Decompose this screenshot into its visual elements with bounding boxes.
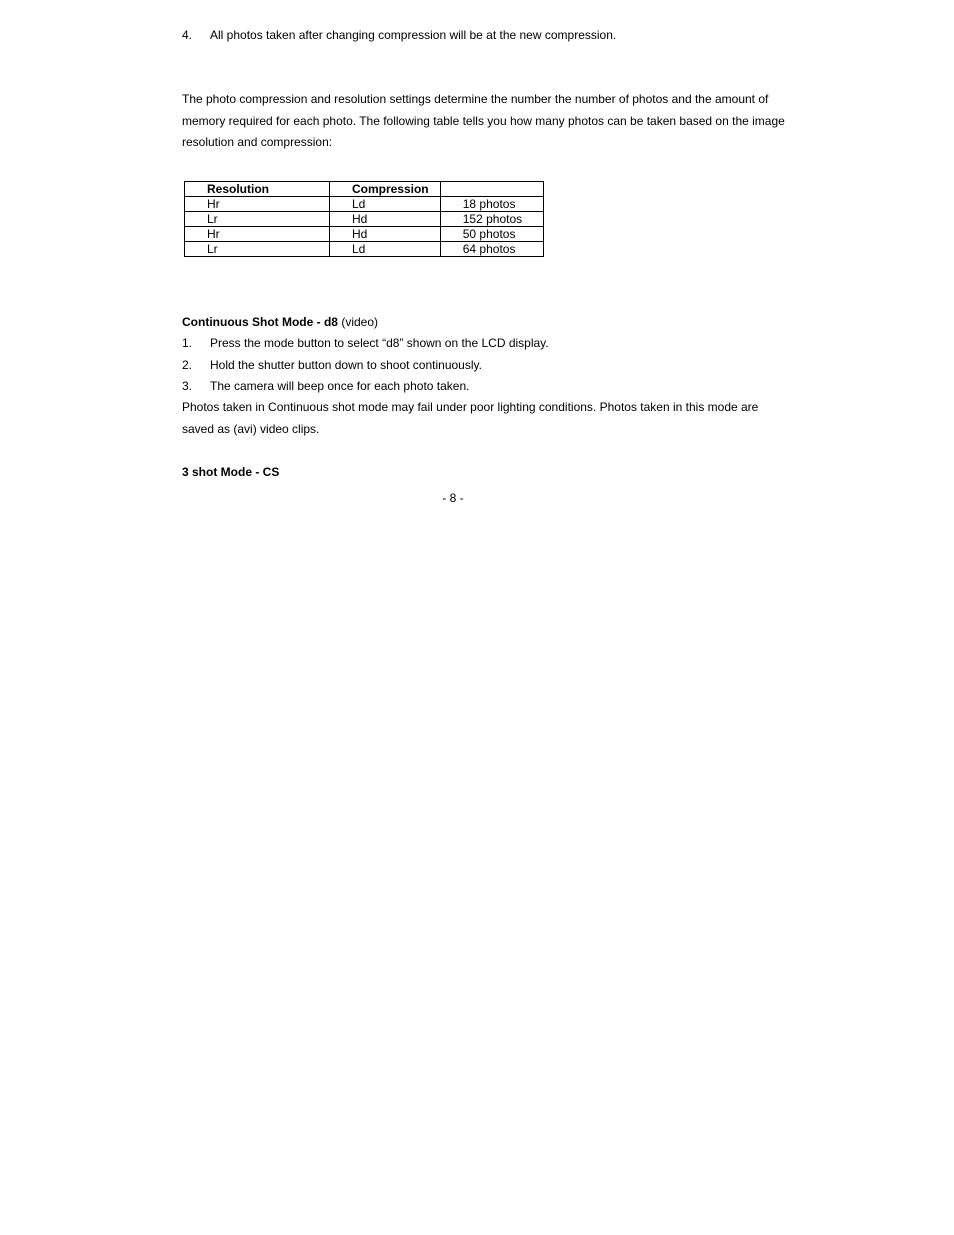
table-cell: 50 photos — [440, 227, 543, 242]
table-cell: 64 photos — [440, 242, 543, 257]
column-header-compression: Compression — [329, 182, 440, 197]
column-header-photos — [440, 182, 543, 197]
table-cell: Hd — [329, 227, 440, 242]
list-text: Press the mode button to select “d8” shown on the LCD display. — [210, 336, 549, 350]
table-row — [185, 227, 544, 242]
continuous-shot-title: Continuous Shot Mode - d8 — [182, 315, 338, 329]
table-row — [185, 242, 544, 257]
table-cell: Ld — [329, 242, 440, 257]
list-number: 1. — [182, 336, 193, 350]
list-text: Hold the shutter button down to shoot continuously. — [210, 358, 482, 372]
table-cell: 152 photos — [440, 212, 543, 227]
table-row — [185, 212, 544, 227]
list-text: All photos taken after changing compression will be at the new compression. — [210, 28, 617, 42]
table-row — [185, 197, 544, 212]
table-cell: Hr — [185, 227, 330, 242]
table-cell: Ld — [329, 197, 440, 212]
list-number: 3. — [182, 379, 193, 393]
table-cell: Lr — [185, 212, 330, 227]
continuous-shot-suffix: (video) — [337, 315, 378, 329]
three-shot-title: 3 shot Mode - CS — [182, 465, 280, 479]
list-number: 2. — [182, 358, 193, 372]
list-text: The camera will beep once for each photo taken. — [210, 379, 470, 393]
table-header-row — [185, 182, 544, 197]
column-header-resolution: Resolution — [185, 182, 330, 197]
table-cell: 18 photos — [440, 197, 543, 212]
page-number: - 8 - — [442, 491, 464, 505]
table-cell: Hr — [185, 197, 330, 212]
intro-paragraph: The photo compression and resolution settings determine the number the number of photos and the amount of memory required for each photo. The following table tells you how many photos can be taken based on the image resolution and compression: — [182, 92, 785, 149]
photo-count-table — [184, 181, 544, 257]
continuous-shot-note: Photos taken in Continuous shot mode may fail under poor lighting conditions. Photos taken in this mode are saved as (avi) video clips. — [182, 400, 759, 436]
table-cell: Lr — [185, 242, 330, 257]
list-number: 4. — [182, 28, 193, 42]
table-cell: Hd — [329, 212, 440, 227]
continuous-shot-heading — [182, 314, 378, 330]
three-shot-heading — [182, 464, 279, 480]
